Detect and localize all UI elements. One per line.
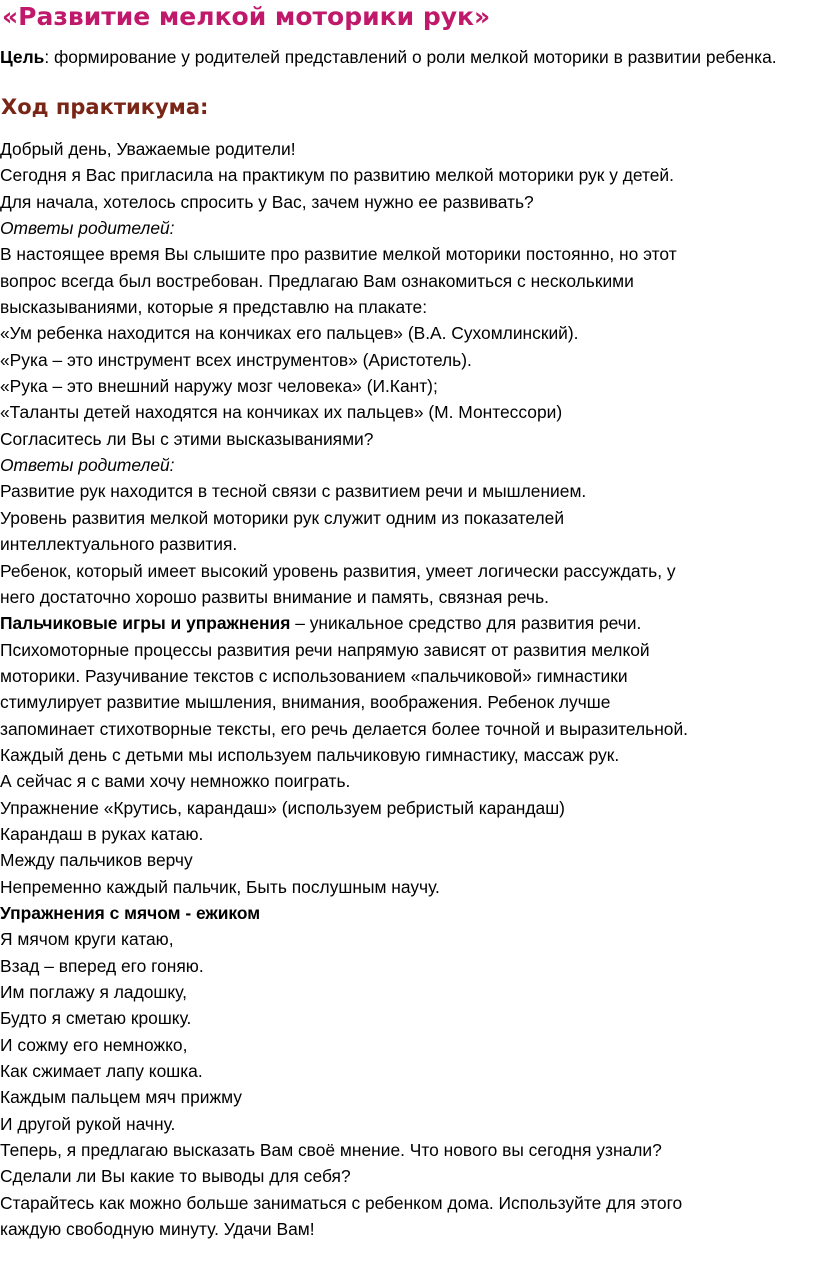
ball-exercise-heading: Упражнения с мячом - ежиком xyxy=(0,902,261,923)
text-line: него достаточно хорошо развиты внимание и память, связная речь. xyxy=(0,586,549,607)
poem-line: Каждым пальцем мяч прижму xyxy=(0,1087,242,1108)
text-line: Каждый день с детьми мы используем пальчиковую гимнастику, массаж рук. xyxy=(0,744,620,765)
text-line: Старайтесь как можно больше заниматься с ребенком дома. Используйте для этого xyxy=(0,1192,683,1213)
text-line: высказываниями, которые я представлю на плакате: xyxy=(0,297,428,318)
section-heading: Ход практикума: xyxy=(1,95,209,119)
poem-line: Я мячом круги катаю, xyxy=(0,929,174,950)
text-line: В настоящее время Вы слышите про развитие мелкой моторики постоянно, но этот xyxy=(0,244,677,265)
text-line: интеллектуального развития. xyxy=(0,534,238,555)
quote-line: «Таланты детей находятся на кончиках их пальцев» (М. Монтессори) xyxy=(0,402,563,423)
text-line: запоминает стихотворные тексты, его речь делается более точной и выразительной. xyxy=(0,718,689,739)
parents-answers-label: Ответы родителей: xyxy=(0,218,175,239)
poem-line: Взад – вперед его гоняю. xyxy=(0,955,204,976)
goal-label: Цель xyxy=(0,47,45,67)
poem-line: Непременно каждый пальчик, Быть послушным научу. xyxy=(0,876,440,897)
text-line: каждую свободную минуту. Удачи Вам! xyxy=(0,1219,315,1240)
quote-line: «Рука – это инструмент всех инструментов» (Аристотель). xyxy=(0,349,472,370)
text-line: Психомоторные процессы развития речи напрямую зависят от развития мелкой xyxy=(0,639,650,660)
text-line: Согласитесь ли Вы с этими высказываниями? xyxy=(0,428,374,449)
document-title: «Развитие мелкой моторики рук» xyxy=(2,2,491,31)
exercise-title: Упражнение «Крутись, карандаш» (используем ребристый карандаш) xyxy=(0,797,565,818)
finger-games-text: – уникальное средство для развития речи. xyxy=(290,613,642,634)
quote-line: «Ум ребенка находится на кончиках его пальцев» (В.А. Сухомлинский). xyxy=(0,323,579,344)
parents-answers-label: Ответы родителей: xyxy=(0,455,175,476)
poem-line: Будто я сметаю крошку. xyxy=(0,1008,192,1029)
goal-paragraph xyxy=(0,45,814,69)
text-line: Добрый день, Уважаемые родители! xyxy=(0,139,296,159)
text-line: Развитие рук находится в тесной связи с развитием речи и мышлением. xyxy=(0,481,587,502)
text-line: Для начала, хотелось спросить у Вас, зачем нужно ее развивать? xyxy=(0,191,534,212)
text-line: Сделали ли Вы какие то выводы для себя? xyxy=(0,1166,351,1187)
poem-line: И другой рукой начну. xyxy=(0,1113,176,1134)
poem-line: Карандаш в руках катаю. xyxy=(0,823,204,844)
quote-line: «Рука – это внешний наружу мозг человека» (И.Кант); xyxy=(0,376,438,397)
poem-line: И сожму его немножко, xyxy=(0,1034,188,1055)
text-line: Ребенок, который имеет высокий уровень развития, умеет логически рассуждать, у xyxy=(0,560,676,581)
finger-games-line xyxy=(0,610,814,636)
text-line: Уровень развития мелкой моторики рук служит одним из показателей xyxy=(0,507,565,528)
goal-text: : формирование у родителей представлений о роли мелкой моторики в развитии ребенка. xyxy=(44,47,777,67)
document-body xyxy=(0,136,814,1242)
text-line: Теперь, я предлагаю высказать Вам своё мнение. Что нового вы сегодня узнали? xyxy=(0,1140,662,1161)
poem-line: Как сжимает лапу кошка. xyxy=(0,1061,203,1082)
poem-line: Между пальчиков верчу xyxy=(0,850,193,871)
text-line: моторики. Разучивание текстов с использованием «пальчиковой» гимнастики xyxy=(0,665,628,686)
text-line: вопрос всегда был востребован. Предлагаю Вам ознакомиться с несколькими xyxy=(0,270,634,291)
text-line: А сейчас я с вами хочу немножко поиграть. xyxy=(0,771,351,792)
text-line: стимулирует развитие мышления, внимания, воображения. Ребенок лучше xyxy=(0,692,611,713)
text-line: Сегодня я Вас пригласила на практикум по развитию мелкой моторики рук у детей. xyxy=(0,165,674,186)
poem-line: Им поглажу я ладошку, xyxy=(0,982,187,1002)
finger-games-heading: Пальчиковые игры и упражнения xyxy=(0,613,291,634)
